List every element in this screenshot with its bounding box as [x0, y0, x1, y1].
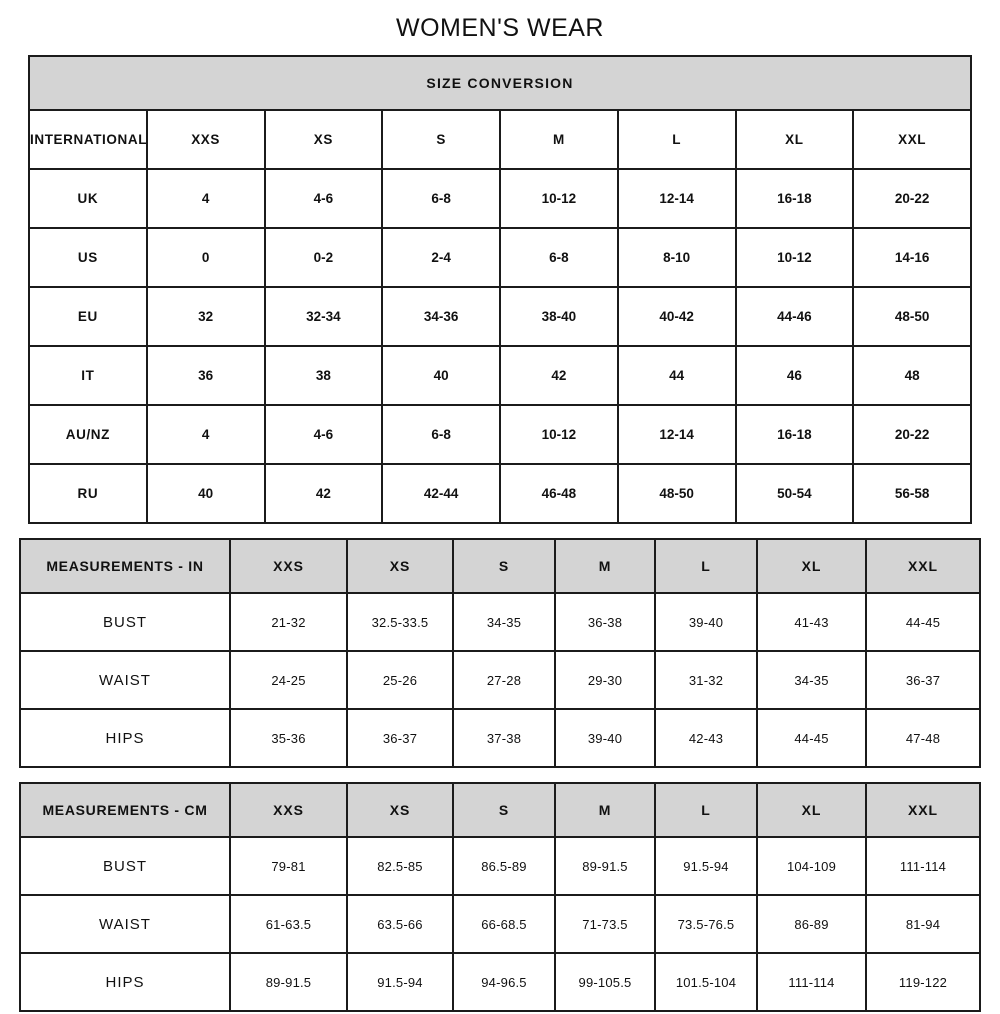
row-label-eu: EU	[29, 287, 147, 346]
column-header-xs: XS	[347, 783, 453, 837]
cell-hips-in-xxl: 47-48	[866, 709, 980, 767]
cell-waist-cm-xs: 63.5-66	[347, 895, 453, 953]
cell-bust-in-s: 34-35	[453, 593, 555, 651]
cell-us-xl: 10-12	[736, 228, 854, 287]
cell-hips-in-xl: 44-45	[757, 709, 866, 767]
cell-eu-xl: 44-46	[736, 287, 854, 346]
row-label-uk: UK	[29, 169, 147, 228]
cell-aunz-xxl: 20-22	[853, 405, 971, 464]
cell-ru-m: 46-48	[500, 464, 618, 523]
table-row	[20, 953, 980, 1011]
cell-bust-cm-xxs: 79-81	[230, 837, 347, 895]
cell-it-l: 44	[618, 346, 736, 405]
cell-eu-xs: 32-34	[265, 287, 383, 346]
cell-eu-xxl: 48-50	[853, 287, 971, 346]
cell-waist-cm-m: 71-73.5	[555, 895, 655, 953]
column-header-s: S	[453, 539, 555, 593]
column-header-measurements-cm: MEASUREMENTS - CM	[20, 783, 230, 837]
cell-us-s: 2-4	[382, 228, 500, 287]
column-header-l: L	[618, 110, 736, 169]
table-banner-row	[29, 56, 971, 110]
column-header-xs: XS	[265, 110, 383, 169]
cell-hips-in-m: 39-40	[555, 709, 655, 767]
cell-bust-cm-s: 86.5-89	[453, 837, 555, 895]
cell-waist-cm-l: 73.5-76.5	[655, 895, 757, 953]
cell-bust-in-m: 36-38	[555, 593, 655, 651]
column-header-measurements-in: MEASUREMENTS - IN	[20, 539, 230, 593]
cell-hips-cm-xl: 111-114	[757, 953, 866, 1011]
cell-eu-xxs: 32	[147, 287, 265, 346]
cell-ru-xs: 42	[265, 464, 383, 523]
measurements-inches-table	[19, 538, 981, 768]
cell-waist-in-xl: 34-35	[757, 651, 866, 709]
cell-aunz-xl: 16-18	[736, 405, 854, 464]
table-row	[20, 651, 980, 709]
size-conversion-banner: SIZE CONVERSION	[29, 56, 971, 110]
cell-uk-s: 6-8	[382, 169, 500, 228]
column-header-xl: XL	[757, 539, 866, 593]
row-label-it: IT	[29, 346, 147, 405]
page-title: WOMEN'S WEAR	[396, 14, 604, 42]
cell-bust-cm-l: 91.5-94	[655, 837, 757, 895]
cell-bust-in-xxs: 21-32	[230, 593, 347, 651]
size-conversion-table	[28, 55, 972, 524]
cell-ru-xl: 50-54	[736, 464, 854, 523]
column-header-m: M	[555, 539, 655, 593]
row-label-ru: RU	[29, 464, 147, 523]
cell-waist-in-xs: 25-26	[347, 651, 453, 709]
column-header-m: M	[555, 783, 655, 837]
cell-waist-in-s: 27-28	[453, 651, 555, 709]
cell-it-xs: 38	[265, 346, 383, 405]
column-header-s: S	[382, 110, 500, 169]
cell-us-xxl: 14-16	[853, 228, 971, 287]
cell-hips-cm-xxs: 89-91.5	[230, 953, 347, 1011]
cell-uk-xl: 16-18	[736, 169, 854, 228]
cell-aunz-m: 10-12	[500, 405, 618, 464]
cell-hips-cm-l: 101.5-104	[655, 953, 757, 1011]
cell-hips-cm-s: 94-96.5	[453, 953, 555, 1011]
column-header-xxs: XXS	[147, 110, 265, 169]
cell-it-s: 40	[382, 346, 500, 405]
cell-uk-l: 12-14	[618, 169, 736, 228]
table-row	[29, 346, 971, 405]
row-label-hips-in: HIPS	[20, 709, 230, 767]
cell-it-m: 42	[500, 346, 618, 405]
cell-waist-cm-xl: 86-89	[757, 895, 866, 953]
cell-ru-s: 42-44	[382, 464, 500, 523]
table-header-row	[20, 539, 980, 593]
column-header-l: L	[655, 539, 757, 593]
cell-uk-xxs: 4	[147, 169, 265, 228]
cell-us-xs: 0-2	[265, 228, 383, 287]
column-header-xxl: XXL	[853, 110, 971, 169]
measurements-centimeters-table	[19, 782, 981, 1012]
cell-hips-cm-xs: 91.5-94	[347, 953, 453, 1011]
cell-hips-cm-m: 99-105.5	[555, 953, 655, 1011]
column-header-xxl: XXL	[866, 783, 980, 837]
cell-bust-cm-xs: 82.5-85	[347, 837, 453, 895]
cell-aunz-s: 6-8	[382, 405, 500, 464]
row-label-hips-cm: HIPS	[20, 953, 230, 1011]
table-row	[20, 895, 980, 953]
cell-waist-cm-xxl: 81-94	[866, 895, 980, 953]
cell-eu-s: 34-36	[382, 287, 500, 346]
column-header-xxl: XXL	[866, 539, 980, 593]
cell-bust-in-xl: 41-43	[757, 593, 866, 651]
row-label-us: US	[29, 228, 147, 287]
table-row	[20, 709, 980, 767]
cell-waist-in-xxs: 24-25	[230, 651, 347, 709]
cell-ru-l: 48-50	[618, 464, 736, 523]
cell-uk-m: 10-12	[500, 169, 618, 228]
cell-bust-cm-m: 89-91.5	[555, 837, 655, 895]
cell-it-xxl: 48	[853, 346, 971, 405]
cell-it-xl: 46	[736, 346, 854, 405]
row-label-waist-cm: WAIST	[20, 895, 230, 953]
cell-hips-in-xs: 36-37	[347, 709, 453, 767]
cell-eu-m: 38-40	[500, 287, 618, 346]
column-header-xs: XS	[347, 539, 453, 593]
column-header-xl: XL	[757, 783, 866, 837]
column-header-xl: XL	[736, 110, 854, 169]
cell-bust-in-xxl: 44-45	[866, 593, 980, 651]
column-header-m: M	[500, 110, 618, 169]
cell-aunz-xxs: 4	[147, 405, 265, 464]
cell-eu-l: 40-42	[618, 287, 736, 346]
cell-uk-xs: 4-6	[265, 169, 383, 228]
cell-aunz-l: 12-14	[618, 405, 736, 464]
cell-hips-cm-xxl: 119-122	[866, 953, 980, 1011]
column-header-s: S	[453, 783, 555, 837]
table-row	[29, 228, 971, 287]
row-label-bust-cm: BUST	[20, 837, 230, 895]
cell-bust-in-l: 39-40	[655, 593, 757, 651]
cell-hips-in-l: 42-43	[655, 709, 757, 767]
cell-bust-in-xs: 32.5-33.5	[347, 593, 453, 651]
cell-waist-in-xxl: 36-37	[866, 651, 980, 709]
cell-us-l: 8-10	[618, 228, 736, 287]
cell-ru-xxl: 56-58	[853, 464, 971, 523]
row-label-bust-in: BUST	[20, 593, 230, 651]
cell-uk-xxl: 20-22	[853, 169, 971, 228]
size-chart-page	[0, 14, 1000, 1014]
row-label-aunz: AU/NZ	[29, 405, 147, 464]
cell-waist-in-m: 29-30	[555, 651, 655, 709]
table-header-row	[20, 783, 980, 837]
column-header-international: INTERNATIONAL	[29, 110, 147, 169]
cell-bust-cm-xxl: 111-114	[866, 837, 980, 895]
cell-bust-cm-xl: 104-109	[757, 837, 866, 895]
cell-it-xxs: 36	[147, 346, 265, 405]
table-row	[29, 287, 971, 346]
row-label-waist-in: WAIST	[20, 651, 230, 709]
cell-waist-cm-xxs: 61-63.5	[230, 895, 347, 953]
column-header-l: L	[655, 783, 757, 837]
cell-us-m: 6-8	[500, 228, 618, 287]
table-row	[29, 169, 971, 228]
column-header-xxs: XXS	[230, 783, 347, 837]
table-row	[29, 464, 971, 523]
table-row	[29, 405, 971, 464]
cell-waist-in-l: 31-32	[655, 651, 757, 709]
cell-us-xxs: 0	[147, 228, 265, 287]
cell-hips-in-s: 37-38	[453, 709, 555, 767]
table-row	[20, 593, 980, 651]
cell-aunz-xs: 4-6	[265, 405, 383, 464]
cell-waist-cm-s: 66-68.5	[453, 895, 555, 953]
cell-hips-in-xxs: 35-36	[230, 709, 347, 767]
table-row	[20, 837, 980, 895]
column-header-xxs: XXS	[230, 539, 347, 593]
table-header-row	[29, 110, 971, 169]
cell-ru-xxs: 40	[147, 464, 265, 523]
